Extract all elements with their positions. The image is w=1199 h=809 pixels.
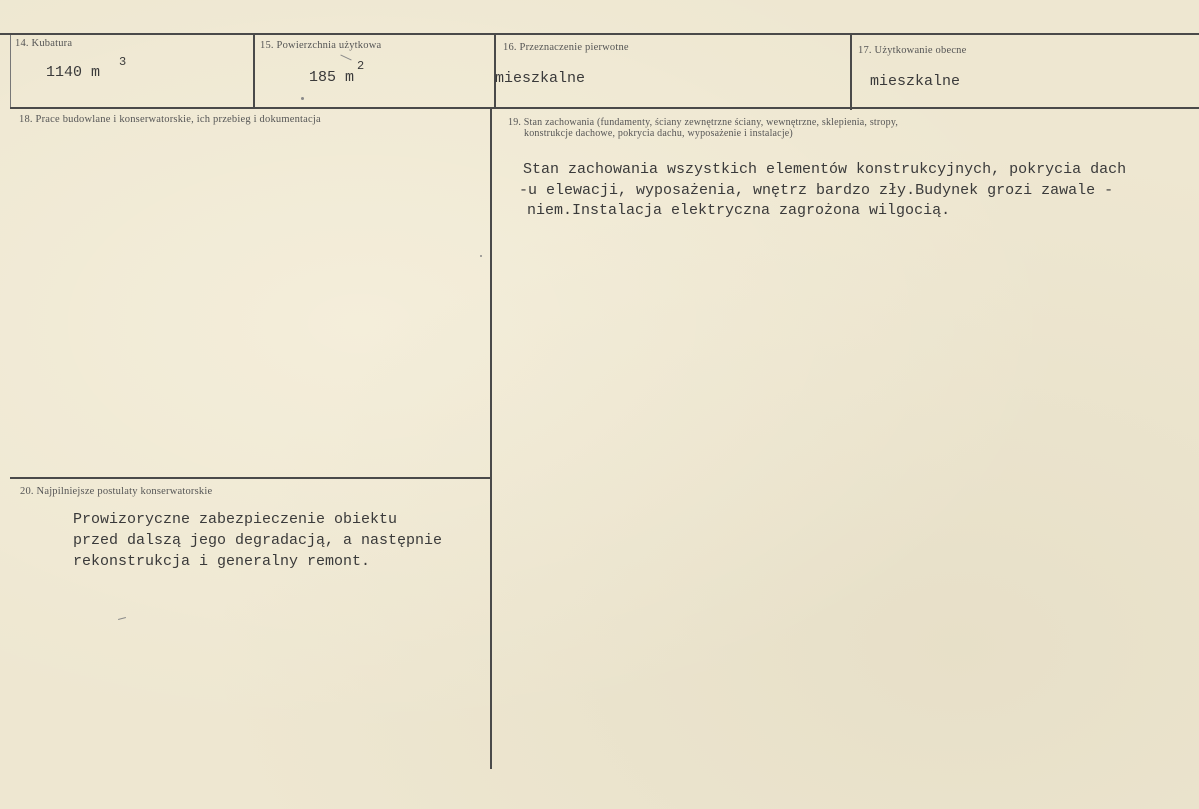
stan-zachowania-line-2: -u elewacji, wyposażenia, wnętrz bardzo zły.Budynek grozi zawale - <box>519 182 1114 199</box>
divider-16-17 <box>850 35 852 110</box>
postulaty-line-3: rekonstrukcja i generalny remont. <box>73 553 371 570</box>
kubatura-label: 14. Kubatura <box>15 38 73 49</box>
paper-speck <box>118 617 126 620</box>
paper-speck <box>480 255 482 257</box>
postulaty-label: 20. Najpilniejsze postulaty konserwatorskie <box>20 486 213 497</box>
postulaty-line-1: Prowizoryczne zabezpieczenie obiektu <box>73 511 398 528</box>
powierzchnia-unit-exponent: 2 <box>357 59 365 73</box>
left-edge <box>10 35 11 107</box>
stan-zachowania-label-line2: konstrukcje dachowe, pokrycia dachu, wyposażenie i instalacje) <box>524 128 793 139</box>
stan-zachowania-line-3: niem.Instalacja elektryczna zagrożona wilgocią. <box>527 202 951 219</box>
powierzchnia-label: 15. Powierzchnia użytkowa <box>260 40 382 51</box>
stan-zachowania-line-1: Stan zachowania wszystkich elementów konstrukcyjnych, pokrycia dach <box>523 161 1127 178</box>
section18-bottom-rule <box>10 477 492 479</box>
divider-14-15 <box>253 35 255 107</box>
top-rule <box>0 33 1199 35</box>
przeznaczenie-label: 16. Przeznaczenie pierwotne <box>503 42 629 53</box>
paper-speck <box>301 97 304 100</box>
przeznaczenie-value: mieszkalne <box>495 70 586 87</box>
divider-main <box>490 109 492 769</box>
kubatura-value: 1140 m <box>46 64 101 81</box>
stan-zachowania-label-line1: 19. Stan zachowania (fundamenty, ściany zewnętrzne ściany, wewnętrzne, sklepienia, stropy, <box>508 117 899 128</box>
powierzchnia-value: 185 m <box>309 69 355 86</box>
uzytkowanie-value: mieszkalne <box>870 73 961 90</box>
uzytkowanie-label: 17. Użytkowanie obecne <box>858 45 967 56</box>
prace-budowlane-label: 18. Prace budowlane i konserwatorskie, ich przebieg i dokumentacja <box>19 114 321 125</box>
kubatura-unit-exponent: 3 <box>119 55 127 69</box>
postulaty-line-2: przed dalszą jego degradacją, a następnie <box>73 532 443 549</box>
row1-bottom-rule <box>10 107 1199 109</box>
paper-speck <box>340 55 351 61</box>
